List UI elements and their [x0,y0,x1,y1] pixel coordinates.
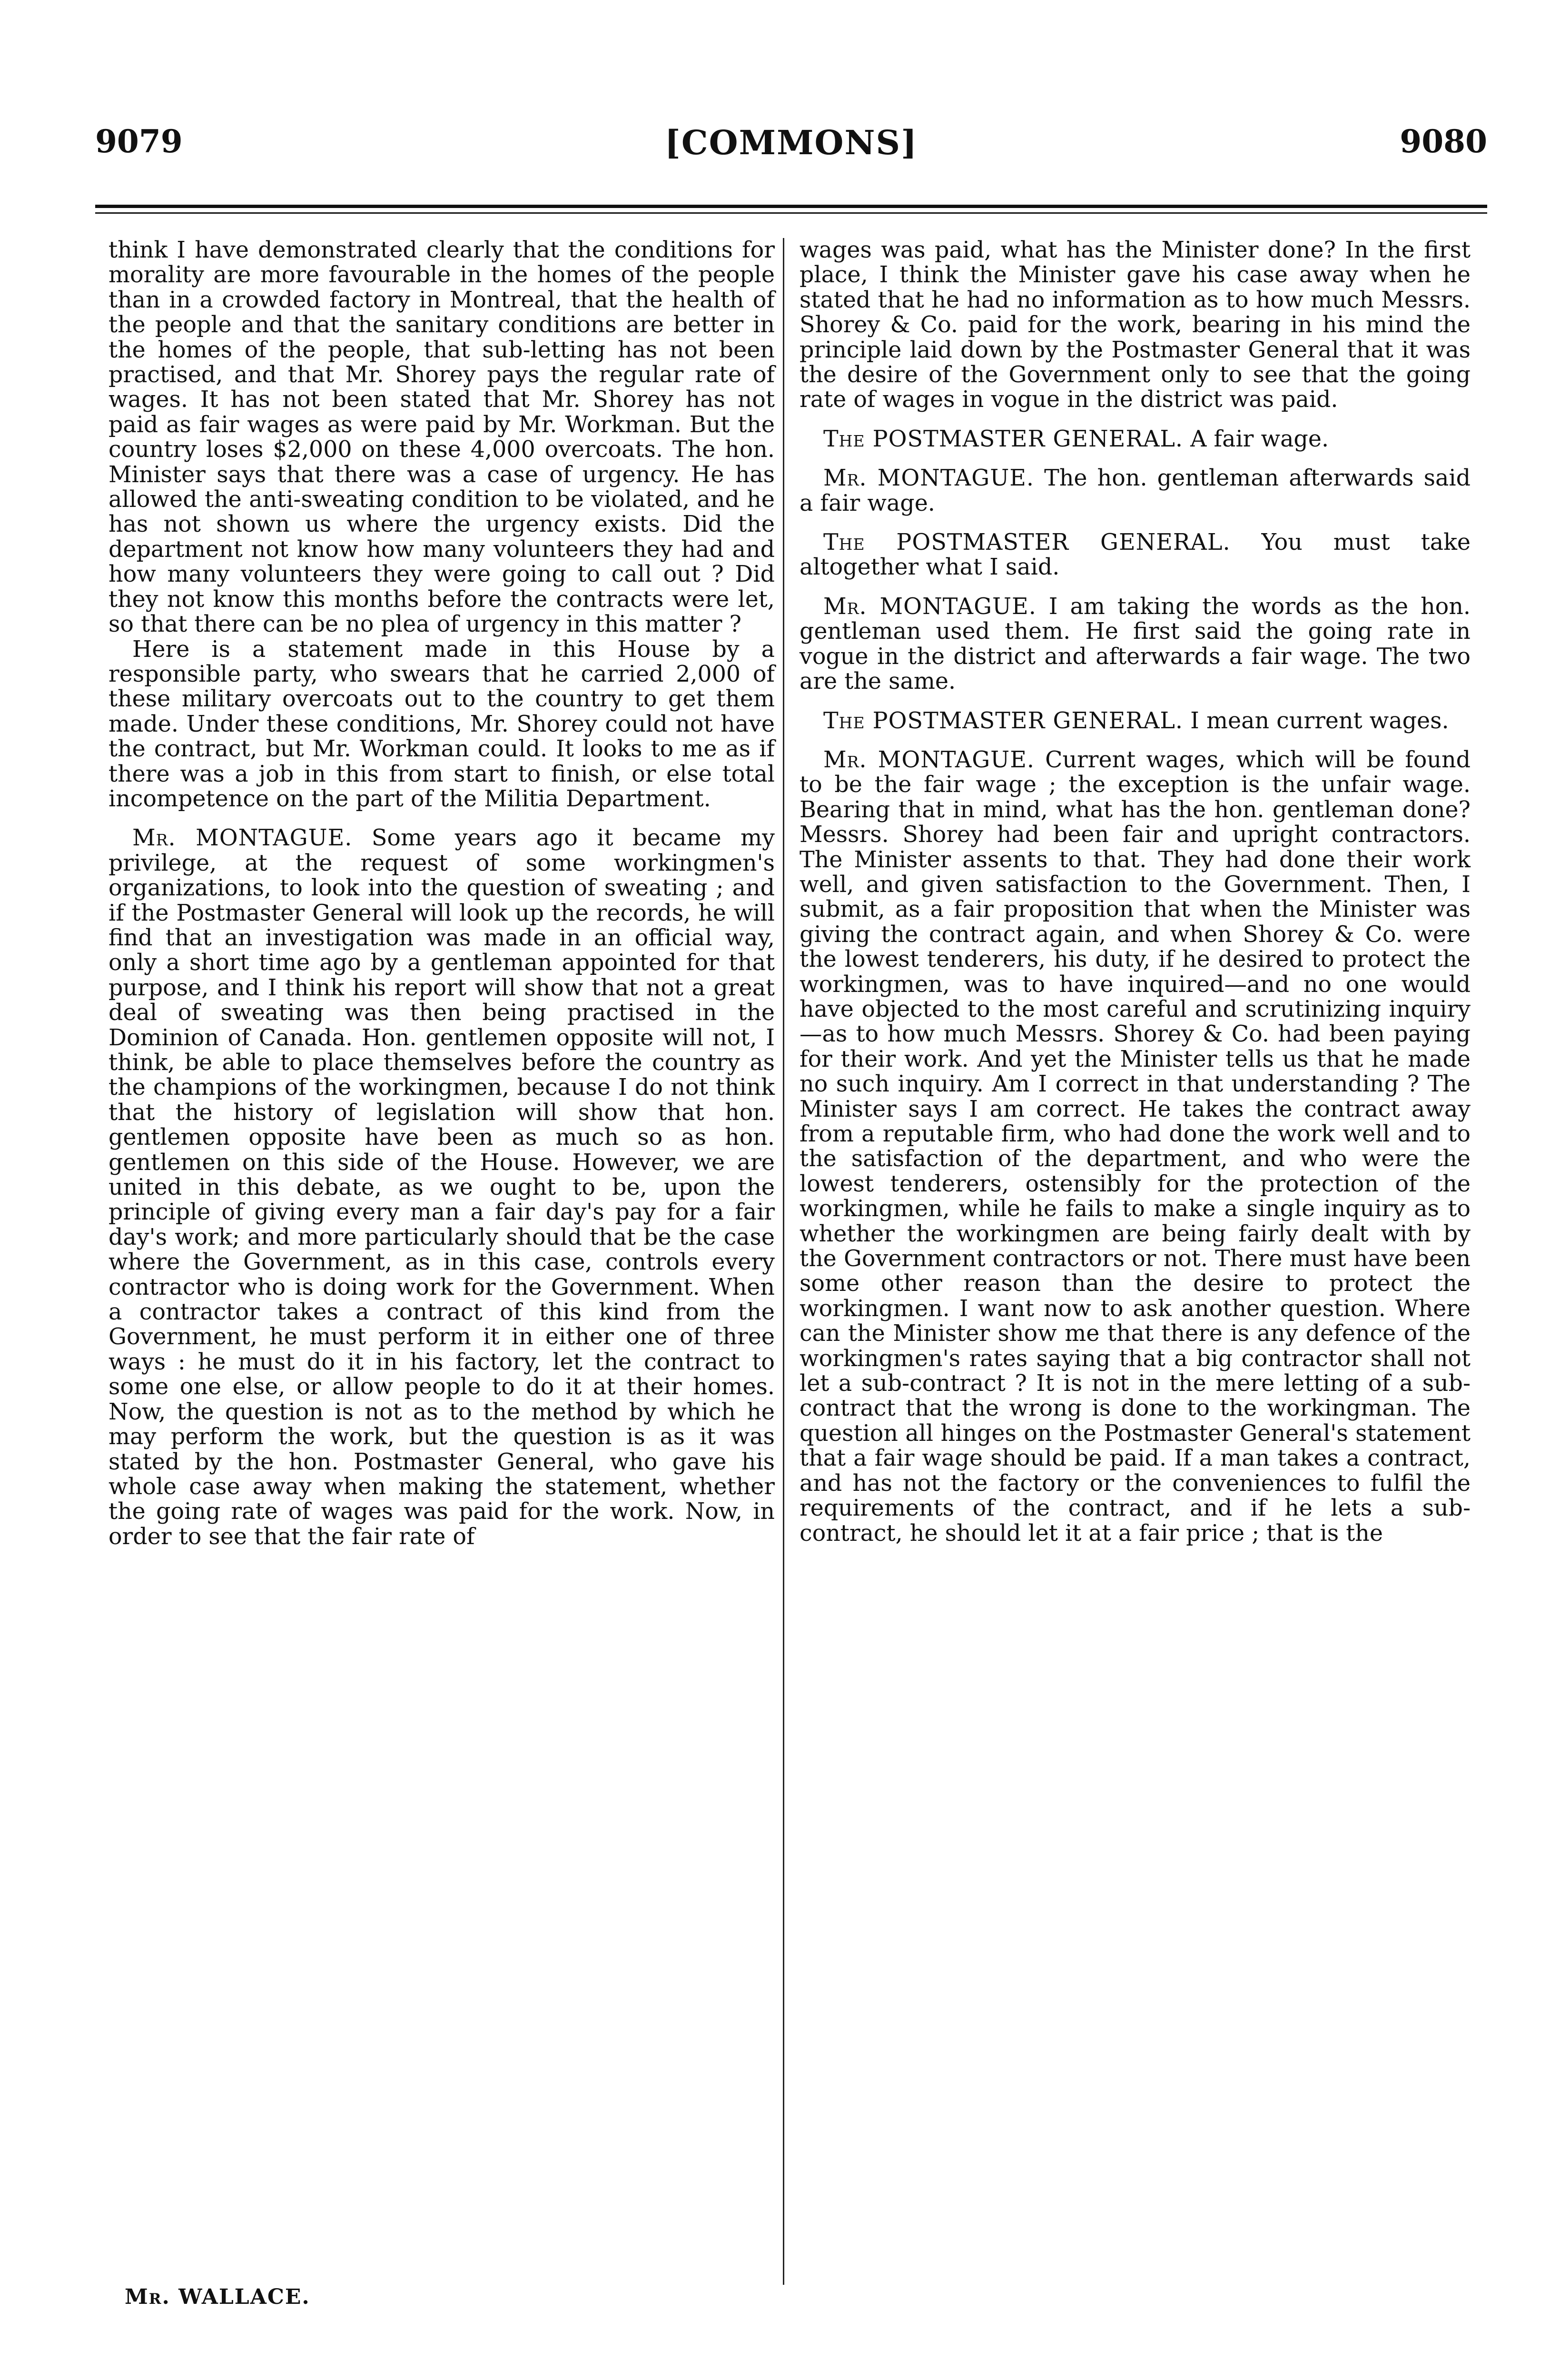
speaker-name: The POSTMASTER GENERAL. [823,529,1231,556]
speech-paragraph [800,427,1471,452]
left-column [109,238,775,1549]
paragraph: think I have demonstrated clearly that the conditions for morality are more favourable in the homes of the people than in a crowded factory in Montreal, that the health of the people and that the sanitary conditions are better in the homes of the people, that sub-letting has not been practised, and that Mr. Shorey pays the regular rate of wages. It has not been stated that Mr. Shorey has not paid as fair wages as were paid by Mr. Workman. But the country loses $2,000 on these 4,000 overcoats. The hon. Minister says that there was a case of urgency. He has allowed the anti-sweating condition to be violated, and he has not shown us where the urgency exists. Did the department not know how many volunteers they had and how many volunteers they were going to call out ? Did they not know this months before the contracts were let, so that there can be no plea of urgency in this matter ? [109,237,775,638]
speech-paragraph [800,748,1471,1546]
page-header [95,123,1487,175]
header-rule-thick [95,205,1487,208]
left-page-number: 9079 [95,123,183,160]
footer-speaker-ref: Mr. WALLACE. [125,2285,310,2309]
page-title: [COMMONS] [664,123,918,162]
speaker-name: The POSTMASTER GENERAL. [823,426,1184,452]
speech-text: A fair wage. [1190,426,1329,452]
paragraph: Here is a statement made in this House by a responsible party, who swears that he carried 2,000 of these military overcoats out to the country to get them made. Under these conditions, Mr. Shorey could not have the contract, but Mr. Workman could. It looks to me as if there was a job in this from start to finish, or else total incompetence on the part of the Militia Department. [109,636,775,812]
speech-text: The hon. gentleman afterwards said a fair wage. [800,465,1471,516]
speech-paragraph [109,826,775,1549]
header-rule-thin [95,212,1487,214]
speech-text: You must take altogether what I said. [800,529,1471,581]
speaker-name: Mr. MONTAGUE. [132,825,353,852]
speaker-name: The POSTMASTER GENERAL. [823,707,1184,734]
speech-text: I mean current wages. [1190,707,1449,734]
speaker-name: Mr. MONTAGUE. [823,465,1034,492]
paragraph: wages was paid, what has the Minister done? In the first place, I think the Minister gave his case away when he stated that he had no information as to how much Messrs. Shorey & Co. paid for the work, bearing in his mind the principle laid down by the Postmaster General that it was the desire of the Government only to see that the going rate of wages in vogue in the district was paid. [800,237,1471,413]
column-divider [783,238,784,2285]
speech-paragraph [800,530,1471,580]
right-page-number: 9080 [1400,123,1487,160]
speech-text: Some years ago it became my privilege, at the request of some workingmen's organizations, to look into the question of sweating ; and if the Postmaster General will look up the records, he will find that an investigation was made in an official way, only a short time ago by a gentleman appointed for that purpose, and I think his report will show that not a great deal of sweating was then being practised in the Dominion of Canada. Hon. gentlemen opposite will not, I think, be able to place themselves before the country as the champions of the workingmen, because I do not think that the history of legislation will show that hon. gentlemen opposite have been as much so as hon. gentlemen on this side of the House. However, we are united in this debate, as we ought to be, upon the principle of giving every man a fair day's pay for a fair day's work; and more particularly should that be the case where the Government, as in this case, controls every contractor who is doing work for the Government. When a contractor takes a contract of this kind from the Government, he must perform it in either one of three ways : he must do it in his factory, let the contract to some one else, or allow people to do it at their homes. Now, the question is not as to the method by which he may perform the work, but the question is as it was stated by the hon. Postmaster General, who gave his whole case away when making the statement, whether the going rate of wages was paid for the work. Now, in order to see that the fair rate of [109,825,775,1550]
speech-text: Current wages, which will be found to be the fair wage ; the exception is the unfair wage. Bearing that in mind, what has the hon. gentleman done? Messrs. Shorey had been fair and upright contractors. The Minister assents to that. They had done their work well, and given satisfaction to the Government. Then, I submit, as a fair proposition that when the Minister was giving the contract again, and when Shorey & Co. were the lowest tenderers, his duty, if he desired to protect the workingmen, was to have inquired—and no one would have objected to the most careful and scrutinizing inquiry—as to how much Messrs. Shorey & Co. had been paying for their work. And yet the Minister tells us that he made no such inquiry. Am I correct in that understanding ? The Minister says I am correct. He takes the contract away from a reputable firm, who had done the work well and to the satisfaction of the department, and who were the lowest tenderers, ostensibly for the protection of the workingmen, while he fails to make a single inquiry as to whether the workingmen are being fairly dealt with by the Government contractors or not. There must have been some other reason than the desire to protect the workingmen. I want now to ask another question. Where can the Minister show me that there is any defence of the workingmen's rates saying that a big contractor shall not let a sub-contract ? It is not in the mere letting of a sub-contract that the wrong is done to the workingman. The question all hinges on the Postmaster General's statement that a fair wage should be paid. If a man takes a contract, and has not the factory or the conveniences to fulfil the requirements of the contract, and if he lets a sub-contract, he should let it at a fair price ; that is the [800,746,1471,1547]
speech-paragraph [800,709,1471,734]
speech-text: I am taking the words as the hon. gentleman used them. He first said the going rate in vogue in the district and afterwards a fair wage. The two are the same. [800,593,1471,695]
right-column [800,238,1471,1546]
speaker-name: Mr. MONTAGUE. [823,593,1037,620]
speech-paragraph [800,466,1471,516]
speaker-name: Mr. MONTAGUE. [823,746,1035,773]
speech-paragraph [800,595,1471,694]
